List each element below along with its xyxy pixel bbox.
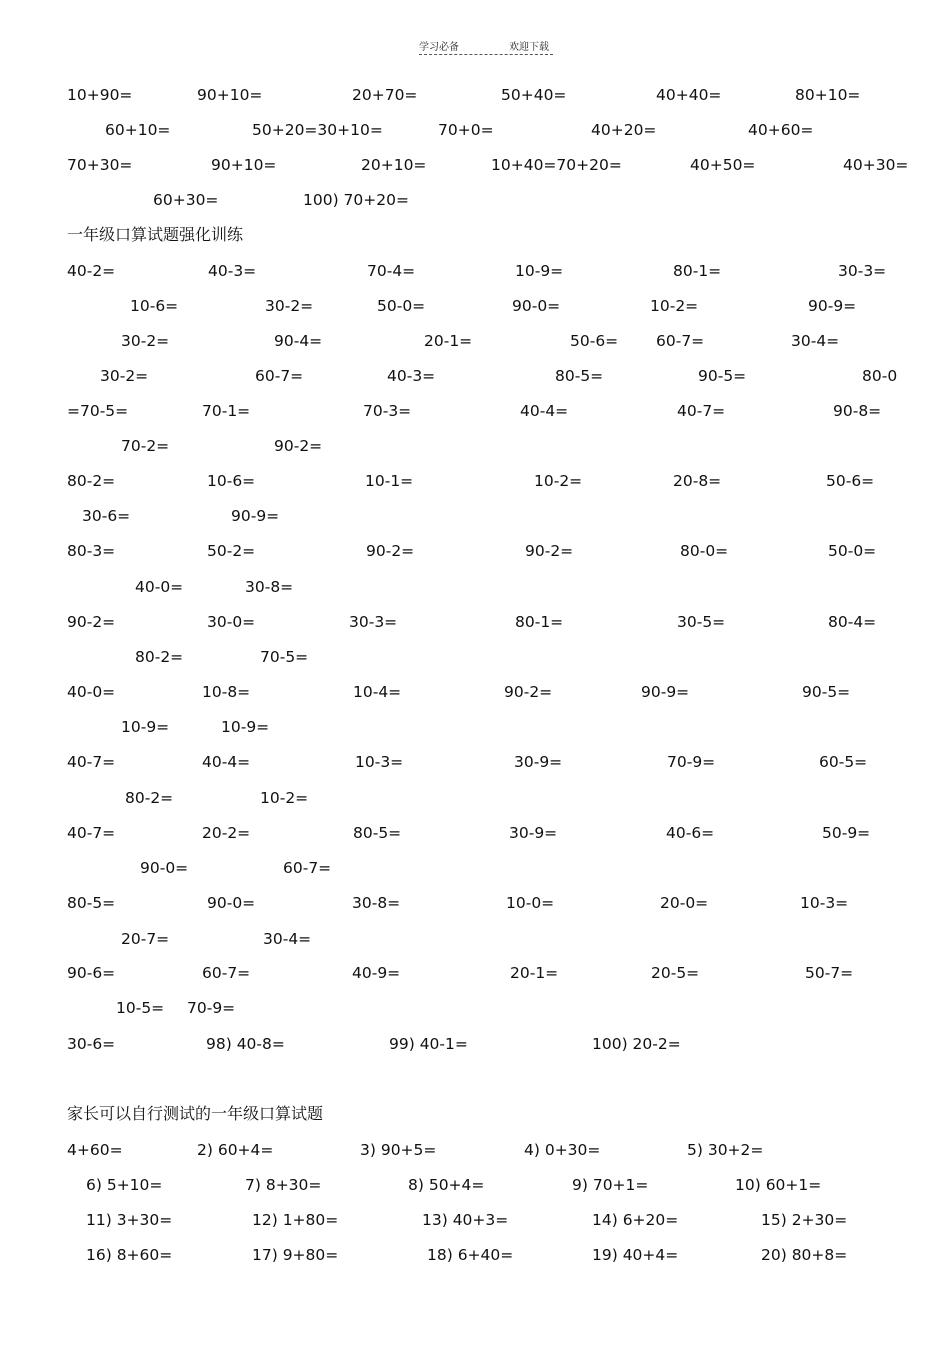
exercise-item: =70-5= xyxy=(67,402,129,420)
exercise-item: 90-2= xyxy=(504,683,553,701)
exercise-line xyxy=(0,1175,950,1199)
exercise-item: 40+40= xyxy=(656,86,722,104)
exercise-line xyxy=(0,261,950,285)
exercise-item: 20+70= xyxy=(352,86,418,104)
exercise-item: 50+40= xyxy=(501,86,567,104)
exercise-item: 30-2= xyxy=(100,367,149,385)
exercise-item: 80-1= xyxy=(673,262,722,280)
exercise-item: 30-6= xyxy=(82,507,131,525)
exercise-item: 99) 40-1= xyxy=(389,1035,468,1053)
exercise-item: 30-3= xyxy=(838,262,887,280)
exercise-item: 16) 8+60= xyxy=(86,1246,173,1264)
exercise-item: 70-1= xyxy=(202,402,251,420)
exercise-item: 20-2= xyxy=(202,824,251,842)
exercise-item: 10-4= xyxy=(353,683,402,701)
exercise-item: 90-2= xyxy=(525,542,574,560)
exercise-item: 40-0= xyxy=(67,683,116,701)
section-heading-parent-test: 家长可以自行测试的一年级口算试题 xyxy=(67,1104,324,1123)
exercise-item: 80-4= xyxy=(828,613,877,631)
exercise-item: 50-7= xyxy=(805,964,854,982)
exercise-item: 20+10= xyxy=(361,156,427,174)
exercise-item: 70-9= xyxy=(667,753,716,771)
exercise-item: 70-2= xyxy=(121,437,170,455)
exercise-item: 30-6= xyxy=(67,1035,116,1053)
exercise-item: 90-6= xyxy=(67,964,116,982)
exercise-item: 90-0= xyxy=(207,894,256,912)
exercise-item: 10-6= xyxy=(130,297,179,315)
exercise-item: 40-3= xyxy=(387,367,436,385)
header-rule xyxy=(419,54,553,55)
exercise-item: 18) 6+40= xyxy=(427,1246,514,1264)
exercise-item: 10) 60+1= xyxy=(735,1176,822,1194)
exercise-item: 40-4= xyxy=(520,402,569,420)
exercise-item: 40-9= xyxy=(352,964,401,982)
exercise-item: 40+60= xyxy=(748,121,814,139)
exercise-line xyxy=(0,717,950,741)
section-heading-drill: 一年级口算试题强化训练 xyxy=(67,225,244,244)
exercise-item: 10-3= xyxy=(800,894,849,912)
exercise-item: 60-7= xyxy=(255,367,304,385)
exercise-item: 10-8= xyxy=(202,683,251,701)
exercise-item: 90-9= xyxy=(231,507,280,525)
exercise-line xyxy=(0,612,950,636)
exercise-line xyxy=(0,788,950,812)
exercise-item: 30-3= xyxy=(349,613,398,631)
exercise-line xyxy=(0,190,950,214)
exercise-item: 70+0= xyxy=(438,121,494,139)
exercise-line xyxy=(0,682,950,706)
exercise-item: 50-0= xyxy=(828,542,877,560)
exercise-item: 70+30= xyxy=(67,156,133,174)
exercise-item: 100) 20-2= xyxy=(592,1035,681,1053)
exercise-item: 30-9= xyxy=(509,824,558,842)
exercise-item: 90+10= xyxy=(197,86,263,104)
exercise-line xyxy=(0,436,950,460)
exercise-line xyxy=(0,929,950,953)
exercise-item: 90-9= xyxy=(641,683,690,701)
exercise-item: 90-9= xyxy=(808,297,857,315)
exercise-line xyxy=(0,752,950,776)
exercise-item: 4+60= xyxy=(67,1141,123,1159)
exercise-item: 90-2= xyxy=(67,613,116,631)
exercise-item: 40-7= xyxy=(67,753,116,771)
exercise-item: 10-2= xyxy=(650,297,699,315)
header-right-text: 欢迎下载 xyxy=(509,42,549,53)
exercise-item: 50-2= xyxy=(207,542,256,560)
exercise-item: 60+10= xyxy=(105,121,171,139)
exercise-item: 40+30= xyxy=(843,156,909,174)
exercise-line xyxy=(0,998,950,1022)
exercise-item: 12) 1+80= xyxy=(252,1211,339,1229)
exercise-line xyxy=(0,1210,950,1234)
exercise-item: 30-9= xyxy=(514,753,563,771)
exercise-line xyxy=(0,401,950,425)
exercise-item: 80-0= xyxy=(680,542,729,560)
exercise-line xyxy=(0,1034,950,1058)
exercise-item: 80-2= xyxy=(125,789,174,807)
exercise-item: 6) 5+10= xyxy=(86,1176,163,1194)
exercise-line xyxy=(0,577,950,601)
exercise-item: 60-7= xyxy=(202,964,251,982)
exercise-item: 90-5= xyxy=(698,367,747,385)
exercise-item: 7) 8+30= xyxy=(245,1176,322,1194)
exercise-line xyxy=(0,1245,950,1269)
exercise-item: 100) 70+20= xyxy=(303,191,409,209)
exercise-item: 90+10= xyxy=(211,156,277,174)
exercise-item: 80-0 xyxy=(862,367,898,385)
exercise-item: 50+20=30+10= xyxy=(252,121,383,139)
exercise-line xyxy=(0,366,950,390)
exercise-item: 80-5= xyxy=(555,367,604,385)
exercise-item: 90-5= xyxy=(802,683,851,701)
exercise-item: 70-5= xyxy=(260,648,309,666)
exercise-item: 10-0= xyxy=(506,894,555,912)
exercise-line xyxy=(0,120,950,144)
exercise-item: 80-2= xyxy=(135,648,184,666)
exercise-item: 40-0= xyxy=(135,578,184,596)
exercise-line xyxy=(0,858,950,882)
exercise-item: 10-1= xyxy=(365,472,414,490)
exercise-item: 20-0= xyxy=(660,894,709,912)
exercise-item: 20-7= xyxy=(121,930,170,948)
exercise-item: 60+30= xyxy=(153,191,219,209)
exercise-item: 20) 80+8= xyxy=(761,1246,848,1264)
exercise-item: 30-4= xyxy=(263,930,312,948)
exercise-line xyxy=(0,506,950,530)
exercise-item: 60-7= xyxy=(283,859,332,877)
exercise-item: 10+40=70+20= xyxy=(491,156,622,174)
exercise-item: 70-3= xyxy=(363,402,412,420)
exercise-item: 9) 70+1= xyxy=(572,1176,649,1194)
exercise-line xyxy=(0,647,950,671)
exercise-item: 80-2= xyxy=(67,472,116,490)
exercise-item: 30-2= xyxy=(265,297,314,315)
exercise-item: 3) 90+5= xyxy=(360,1141,437,1159)
exercise-item: 60-7= xyxy=(656,332,705,350)
exercise-item: 20-1= xyxy=(510,964,559,982)
exercise-item: 11) 3+30= xyxy=(86,1211,173,1229)
header-left-text: 学习必备 xyxy=(419,42,459,53)
exercise-item: 10-2= xyxy=(260,789,309,807)
exercise-item: 90-8= xyxy=(833,402,882,420)
exercise-item: 80-5= xyxy=(353,824,402,842)
exercise-item: 4) 0+30= xyxy=(524,1141,601,1159)
exercise-item: 90-2= xyxy=(274,437,323,455)
exercise-item: 10-9= xyxy=(221,718,270,736)
exercise-item: 40-4= xyxy=(202,753,251,771)
exercise-item: 80-3= xyxy=(67,542,116,560)
exercise-item: 40-3= xyxy=(208,262,257,280)
exercise-item: 50-0= xyxy=(377,297,426,315)
exercise-item: 40+20= xyxy=(591,121,657,139)
exercise-item: 2) 60+4= xyxy=(197,1141,274,1159)
exercise-item: 10+90= xyxy=(67,86,133,104)
exercise-item: 10-6= xyxy=(207,472,256,490)
exercise-item: 30-0= xyxy=(207,613,256,631)
exercise-line xyxy=(0,823,950,847)
exercise-item: 40-7= xyxy=(677,402,726,420)
exercise-line xyxy=(0,541,950,565)
exercise-line xyxy=(0,963,950,987)
exercise-line xyxy=(0,331,950,355)
exercise-item: 40-6= xyxy=(666,824,715,842)
exercise-item: 50-6= xyxy=(570,332,619,350)
exercise-item: 30-8= xyxy=(352,894,401,912)
exercise-item: 50-9= xyxy=(822,824,871,842)
exercise-item: 50-6= xyxy=(826,472,875,490)
exercise-item: 19) 40+4= xyxy=(592,1246,679,1264)
exercise-item: 90-0= xyxy=(140,859,189,877)
exercise-item: 10-5= xyxy=(116,999,165,1017)
exercise-item: 98) 40-8= xyxy=(206,1035,285,1053)
exercise-item: 70-9= xyxy=(187,999,236,1017)
exercise-item: 40+50= xyxy=(690,156,756,174)
exercise-line xyxy=(0,471,950,495)
exercise-item: 17) 9+80= xyxy=(252,1246,339,1264)
exercise-item: 30-2= xyxy=(121,332,170,350)
exercise-item: 10-9= xyxy=(515,262,564,280)
exercise-item: 5) 30+2= xyxy=(687,1141,764,1159)
exercise-item: 20-1= xyxy=(424,332,473,350)
exercise-item: 14) 6+20= xyxy=(592,1211,679,1229)
exercise-item: 90-0= xyxy=(512,297,561,315)
exercise-item: 10-3= xyxy=(355,753,404,771)
exercise-item: 30-8= xyxy=(245,578,294,596)
exercise-item: 90-2= xyxy=(366,542,415,560)
exercise-item: 13) 40+3= xyxy=(422,1211,509,1229)
exercise-item: 8) 50+4= xyxy=(408,1176,485,1194)
exercise-item: 10-2= xyxy=(534,472,583,490)
exercise-item: 80+10= xyxy=(795,86,861,104)
exercise-item: 80-5= xyxy=(67,894,116,912)
exercise-line xyxy=(0,893,950,917)
exercise-item: 70-4= xyxy=(367,262,416,280)
exercise-line xyxy=(0,155,950,179)
exercise-item: 60-5= xyxy=(819,753,868,771)
exercise-item: 20-8= xyxy=(673,472,722,490)
exercise-item: 30-5= xyxy=(677,613,726,631)
exercise-item: 10-9= xyxy=(121,718,170,736)
exercise-line xyxy=(0,1140,950,1164)
exercise-item: 90-4= xyxy=(274,332,323,350)
exercise-line xyxy=(0,85,950,109)
exercise-item: 40-2= xyxy=(67,262,116,280)
exercise-item: 30-4= xyxy=(791,332,840,350)
exercise-item: 40-7= xyxy=(67,824,116,842)
exercise-item: 15) 2+30= xyxy=(761,1211,848,1229)
exercise-item: 80-1= xyxy=(515,613,564,631)
exercise-item: 20-5= xyxy=(651,964,700,982)
exercise-line xyxy=(0,296,950,320)
